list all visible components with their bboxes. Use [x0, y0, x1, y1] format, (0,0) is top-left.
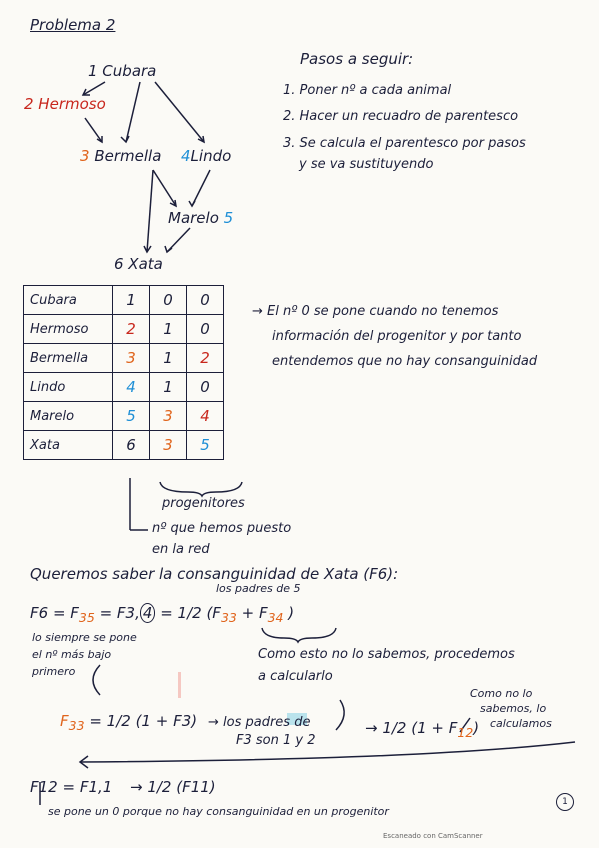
table-cell-parent: 5	[187, 431, 224, 460]
steps-title: Pasos a seguir:	[300, 50, 414, 68]
table-row	[24, 402, 224, 431]
page-title: Problema 2	[30, 16, 116, 34]
table-cell-name: Lindo	[24, 373, 113, 402]
tree-node-cubara: 1 Cubara	[88, 62, 157, 80]
table-row	[24, 315, 224, 344]
table-cell-parent: 4	[187, 402, 224, 431]
pedigree-table	[23, 285, 224, 460]
table-cell-name: Cubara	[24, 286, 113, 315]
table-cell-parent: 0	[150, 286, 187, 315]
step-item: 1. Poner nº a cada animal	[283, 83, 452, 98]
equation-f33-sub: → 1/2 $(1 + F_{12})$	[365, 719, 480, 740]
step-item: 2. Hacer un recuadro de parentesco	[283, 109, 519, 124]
note-como: Como esto no lo sabemos, procedemos	[258, 647, 515, 662]
table-cell-name: Xata	[24, 431, 113, 460]
table-cell-id: 3	[113, 344, 150, 373]
note-padres-5: los padres de 5	[216, 582, 301, 595]
tree-node-hermoso: 2 Hermoso	[24, 95, 106, 113]
table-cell-name: Bermella	[24, 344, 113, 373]
table-cell-id: 1	[113, 286, 150, 315]
table-cell-parent: 0	[187, 286, 224, 315]
table-row	[24, 431, 224, 460]
table-cell-id: 2	[113, 315, 150, 344]
table-cell-name: Marelo	[24, 402, 113, 431]
note-siempre: lo siempre se pone	[32, 631, 137, 644]
label-progenitores: progenitores	[162, 496, 245, 511]
note-padres-f3: → los padres de	[208, 715, 311, 730]
equation-f12-rhs: → 1/2 (F11)	[130, 778, 216, 796]
table-cell-parent: 0	[187, 315, 224, 344]
tree-node-marelo: Marelo 5	[168, 209, 234, 227]
table-cell-parent: 3	[150, 402, 187, 431]
table-cell-parent: 2	[187, 344, 224, 373]
tree-node-lindo: 4Lindo	[181, 147, 232, 165]
table-cell-parent: 0	[187, 373, 224, 402]
note-como: a calcularlo	[258, 669, 333, 684]
note-siempre: el nº más bajo	[32, 648, 112, 661]
table-row	[24, 344, 224, 373]
step-item: 3. Se calcula el parentesco por pasos	[283, 136, 526, 151]
consanguinity-sentence: Queremos saber la consanguinidad de Xata (F6):	[30, 565, 399, 583]
label-numero: nº que hemos puesto	[152, 521, 292, 536]
footer-watermark: Escaneado con CamScanner	[383, 832, 483, 840]
table-cell-parent: 1	[150, 373, 187, 402]
note-siempre: primero	[32, 665, 76, 678]
equation-f6: $F6 = F_{35} = F3$, 4 = 1/2 ($F_{33} + F_{34}$ )	[30, 604, 295, 625]
table-cell-id: 5	[113, 402, 150, 431]
note-calcular: calculamos	[490, 717, 552, 730]
equation-f33: $F_{33} = 1/2$ (1 + F3)	[60, 712, 198, 733]
equation-f12: F12 = F1,1	[30, 778, 113, 796]
table-cell-parent: 1	[150, 344, 187, 373]
note-calcular: Como no lo	[470, 687, 533, 700]
tree-node-bermella: 3 Bermella	[80, 147, 162, 165]
table-row	[24, 373, 224, 402]
table-cell-id: 6	[113, 431, 150, 460]
note-calcular: sabemos, lo	[480, 702, 547, 715]
note-padres-f3: F3 son 1 y 2	[236, 733, 316, 748]
pencil-mark	[178, 672, 181, 698]
table-cell-name: Hermoso	[24, 315, 113, 344]
label-numero: en la red	[152, 542, 210, 557]
table-row	[24, 286, 224, 315]
table-cell-parent: 3	[150, 431, 187, 460]
step-item: y se va sustituyendo	[299, 157, 434, 172]
page-number: 1	[556, 793, 574, 811]
table-cell-id: 4	[113, 373, 150, 402]
note-bottom: se pone un 0 porque no hay consanguinidad en un progenitor	[48, 805, 389, 818]
note-zero: información del progenitor y por tanto	[272, 329, 522, 344]
tree-node-xata: 6 Xata	[114, 255, 163, 273]
table-cell-parent: 1	[150, 315, 187, 344]
note-zero: entendemos que no hay consanguinidad	[272, 354, 538, 369]
note-zero: → El nº 0 se pone cuando no tenemos	[252, 304, 499, 319]
